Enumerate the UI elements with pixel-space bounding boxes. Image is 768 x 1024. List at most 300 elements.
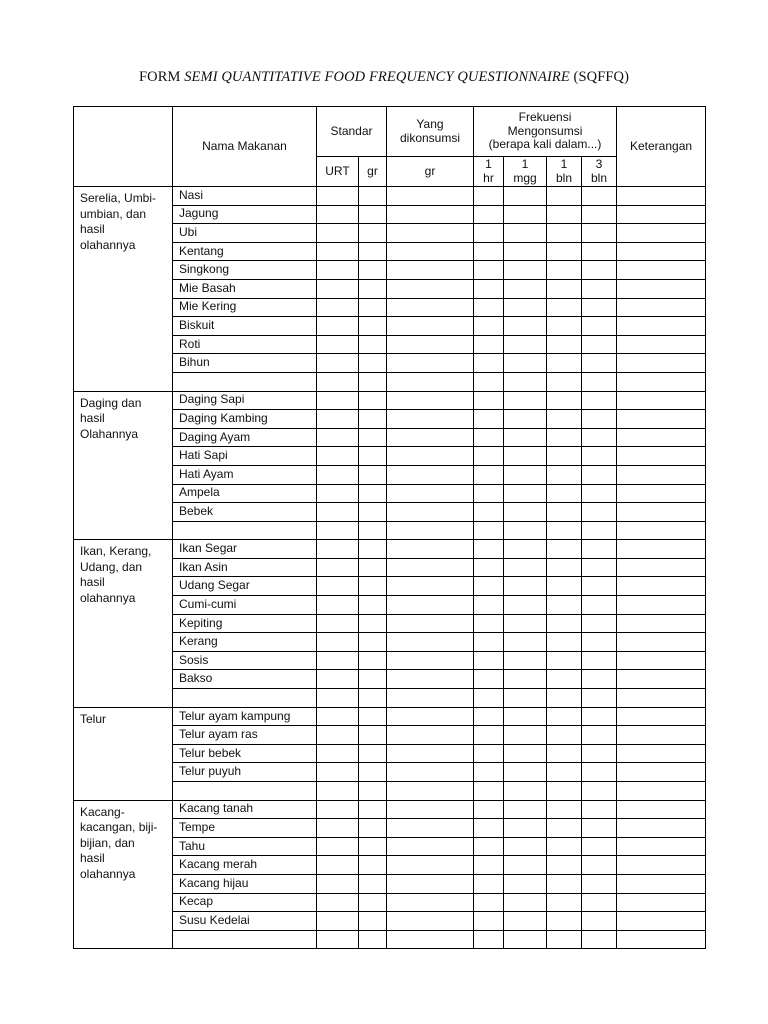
entry-cell[interactable] — [474, 800, 504, 819]
entry-cell[interactable] — [359, 614, 387, 633]
entry-cell[interactable] — [582, 726, 617, 745]
entry-cell[interactable] — [617, 651, 706, 670]
entry-cell[interactable] — [474, 856, 504, 875]
entry-cell[interactable] — [359, 856, 387, 875]
entry-cell[interactable] — [582, 633, 617, 652]
entry-cell[interactable] — [317, 540, 359, 559]
entry-cell[interactable] — [504, 782, 547, 801]
entry-cell[interactable] — [317, 224, 359, 243]
entry-cell[interactable] — [547, 744, 582, 763]
entry-cell[interactable] — [547, 242, 582, 261]
entry-cell[interactable] — [504, 503, 547, 522]
entry-cell[interactable] — [317, 689, 359, 708]
entry-cell[interactable] — [317, 763, 359, 782]
entry-cell[interactable] — [474, 335, 504, 354]
entry-cell[interactable] — [504, 596, 547, 615]
entry-cell[interactable] — [317, 744, 359, 763]
entry-cell[interactable] — [582, 261, 617, 280]
entry-cell[interactable] — [617, 372, 706, 391]
entry-cell[interactable] — [317, 856, 359, 875]
entry-cell[interactable] — [504, 763, 547, 782]
entry-cell[interactable] — [359, 391, 387, 410]
entry-cell[interactable] — [317, 503, 359, 522]
entry-cell[interactable] — [617, 354, 706, 373]
entry-cell[interactable] — [582, 391, 617, 410]
entry-cell[interactable] — [359, 744, 387, 763]
entry-cell[interactable] — [387, 596, 474, 615]
entry-cell[interactable] — [387, 837, 474, 856]
entry-cell[interactable] — [617, 410, 706, 429]
entry-cell[interactable] — [582, 763, 617, 782]
entry-cell[interactable] — [504, 187, 547, 206]
entry-cell[interactable] — [359, 577, 387, 596]
entry-cell[interactable] — [617, 707, 706, 726]
entry-cell[interactable] — [547, 391, 582, 410]
entry-cell[interactable] — [504, 670, 547, 689]
entry-cell[interactable] — [504, 335, 547, 354]
entry-cell[interactable] — [504, 298, 547, 317]
entry-cell[interactable] — [547, 484, 582, 503]
entry-cell[interactable] — [387, 874, 474, 893]
entry-cell[interactable] — [582, 707, 617, 726]
entry-cell[interactable] — [474, 837, 504, 856]
entry-cell[interactable] — [582, 651, 617, 670]
entry-cell[interactable] — [582, 428, 617, 447]
entry-cell[interactable] — [359, 503, 387, 522]
entry-cell[interactable] — [617, 503, 706, 522]
entry-cell[interactable] — [547, 317, 582, 336]
entry-cell[interactable] — [504, 651, 547, 670]
entry-cell[interactable] — [474, 726, 504, 745]
entry-cell[interactable] — [474, 819, 504, 838]
entry-cell[interactable] — [547, 205, 582, 224]
entry-cell[interactable] — [617, 800, 706, 819]
entry-cell[interactable] — [547, 800, 582, 819]
entry-cell[interactable] — [504, 614, 547, 633]
entry-cell[interactable] — [547, 856, 582, 875]
entry-cell[interactable] — [387, 447, 474, 466]
entry-cell[interactable] — [317, 912, 359, 931]
entry-cell[interactable] — [359, 782, 387, 801]
entry-cell[interactable] — [359, 317, 387, 336]
entry-cell[interactable] — [474, 521, 504, 540]
entry-cell[interactable] — [582, 800, 617, 819]
entry-cell[interactable] — [617, 726, 706, 745]
entry-cell[interactable] — [474, 484, 504, 503]
entry-cell[interactable] — [504, 224, 547, 243]
entry-cell[interactable] — [582, 782, 617, 801]
entry-cell[interactable] — [504, 391, 547, 410]
entry-cell[interactable] — [317, 372, 359, 391]
entry-cell[interactable] — [582, 689, 617, 708]
entry-cell[interactable] — [617, 874, 706, 893]
entry-cell[interactable] — [359, 187, 387, 206]
entry-cell[interactable] — [582, 484, 617, 503]
entry-cell[interactable] — [617, 224, 706, 243]
entry-cell[interactable] — [317, 596, 359, 615]
entry-cell[interactable] — [387, 726, 474, 745]
entry-cell[interactable] — [474, 279, 504, 298]
entry-cell[interactable] — [582, 224, 617, 243]
entry-cell[interactable] — [359, 912, 387, 931]
entry-cell[interactable] — [504, 819, 547, 838]
entry-cell[interactable] — [359, 763, 387, 782]
entry-cell[interactable] — [504, 317, 547, 336]
entry-cell[interactable] — [387, 279, 474, 298]
entry-cell[interactable] — [474, 410, 504, 429]
entry-cell[interactable] — [359, 893, 387, 912]
entry-cell[interactable] — [474, 354, 504, 373]
entry-cell[interactable] — [582, 930, 617, 949]
entry-cell[interactable] — [547, 633, 582, 652]
entry-cell[interactable] — [317, 930, 359, 949]
entry-cell[interactable] — [504, 372, 547, 391]
entry-cell[interactable] — [547, 335, 582, 354]
entry-cell[interactable] — [504, 354, 547, 373]
entry-cell[interactable] — [617, 242, 706, 261]
entry-cell[interactable] — [504, 558, 547, 577]
entry-cell[interactable] — [547, 763, 582, 782]
entry-cell[interactable] — [387, 782, 474, 801]
entry-cell[interactable] — [317, 317, 359, 336]
entry-cell[interactable] — [474, 744, 504, 763]
entry-cell[interactable] — [359, 335, 387, 354]
entry-cell[interactable] — [617, 763, 706, 782]
entry-cell[interactable] — [317, 428, 359, 447]
entry-cell[interactable] — [547, 893, 582, 912]
entry-cell[interactable] — [547, 912, 582, 931]
entry-cell[interactable] — [387, 558, 474, 577]
entry-cell[interactable] — [317, 261, 359, 280]
entry-cell[interactable] — [504, 744, 547, 763]
entry-cell[interactable] — [547, 819, 582, 838]
entry-cell[interactable] — [359, 410, 387, 429]
entry-cell[interactable] — [504, 577, 547, 596]
entry-cell[interactable] — [359, 596, 387, 615]
entry-cell[interactable] — [547, 726, 582, 745]
entry-cell[interactable] — [474, 317, 504, 336]
entry-cell[interactable] — [474, 614, 504, 633]
entry-cell[interactable] — [504, 856, 547, 875]
entry-cell[interactable] — [582, 744, 617, 763]
entry-cell[interactable] — [547, 447, 582, 466]
entry-cell[interactable] — [617, 856, 706, 875]
entry-cell[interactable] — [359, 800, 387, 819]
entry-cell[interactable] — [387, 912, 474, 931]
entry-cell[interactable] — [504, 521, 547, 540]
entry-cell[interactable] — [387, 670, 474, 689]
entry-cell[interactable] — [474, 187, 504, 206]
entry-cell[interactable] — [317, 354, 359, 373]
entry-cell[interactable] — [617, 577, 706, 596]
entry-cell[interactable] — [359, 521, 387, 540]
entry-cell[interactable] — [359, 837, 387, 856]
entry-cell[interactable] — [359, 633, 387, 652]
entry-cell[interactable] — [317, 205, 359, 224]
entry-cell[interactable] — [359, 651, 387, 670]
entry-cell[interactable] — [359, 670, 387, 689]
entry-cell[interactable] — [617, 391, 706, 410]
entry-cell[interactable] — [582, 874, 617, 893]
entry-cell[interactable] — [359, 707, 387, 726]
entry-cell[interactable] — [582, 187, 617, 206]
entry-cell[interactable] — [317, 447, 359, 466]
entry-cell[interactable] — [387, 819, 474, 838]
entry-cell[interactable] — [547, 837, 582, 856]
entry-cell[interactable] — [317, 782, 359, 801]
entry-cell[interactable] — [504, 689, 547, 708]
entry-cell[interactable] — [582, 819, 617, 838]
entry-cell[interactable] — [547, 410, 582, 429]
entry-cell[interactable] — [359, 930, 387, 949]
entry-cell[interactable] — [317, 577, 359, 596]
entry-cell[interactable] — [547, 614, 582, 633]
entry-cell[interactable] — [474, 503, 504, 522]
entry-cell[interactable] — [317, 187, 359, 206]
entry-cell[interactable] — [582, 893, 617, 912]
entry-cell[interactable] — [474, 930, 504, 949]
entry-cell[interactable] — [387, 372, 474, 391]
entry-cell[interactable] — [317, 279, 359, 298]
entry-cell[interactable] — [547, 503, 582, 522]
entry-cell[interactable] — [504, 633, 547, 652]
entry-cell[interactable] — [474, 558, 504, 577]
entry-cell[interactable] — [387, 893, 474, 912]
entry-cell[interactable] — [547, 372, 582, 391]
entry-cell[interactable] — [474, 782, 504, 801]
entry-cell[interactable] — [359, 242, 387, 261]
entry-cell[interactable] — [359, 689, 387, 708]
entry-cell[interactable] — [317, 874, 359, 893]
entry-cell[interactable] — [387, 651, 474, 670]
entry-cell[interactable] — [617, 596, 706, 615]
entry-cell[interactable] — [504, 930, 547, 949]
entry-cell[interactable] — [474, 298, 504, 317]
entry-cell[interactable] — [359, 874, 387, 893]
entry-cell[interactable] — [504, 447, 547, 466]
entry-cell[interactable] — [582, 670, 617, 689]
entry-cell[interactable] — [617, 335, 706, 354]
entry-cell[interactable] — [504, 540, 547, 559]
entry-cell[interactable] — [617, 670, 706, 689]
entry-cell[interactable] — [317, 707, 359, 726]
entry-cell[interactable] — [547, 540, 582, 559]
entry-cell[interactable] — [504, 893, 547, 912]
entry-cell[interactable] — [474, 689, 504, 708]
entry-cell[interactable] — [617, 298, 706, 317]
entry-cell[interactable] — [359, 428, 387, 447]
entry-cell[interactable] — [582, 298, 617, 317]
entry-cell[interactable] — [617, 893, 706, 912]
entry-cell[interactable] — [617, 187, 706, 206]
entry-cell[interactable] — [387, 410, 474, 429]
entry-cell[interactable] — [359, 447, 387, 466]
entry-cell[interactable] — [387, 205, 474, 224]
entry-cell[interactable] — [387, 484, 474, 503]
entry-cell[interactable] — [617, 465, 706, 484]
entry-cell[interactable] — [582, 540, 617, 559]
entry-cell[interactable] — [317, 391, 359, 410]
entry-cell[interactable] — [617, 558, 706, 577]
entry-cell[interactable] — [547, 558, 582, 577]
entry-cell[interactable] — [387, 428, 474, 447]
entry-cell[interactable] — [359, 726, 387, 745]
entry-cell[interactable] — [547, 577, 582, 596]
entry-cell[interactable] — [582, 856, 617, 875]
entry-cell[interactable] — [359, 298, 387, 317]
entry-cell[interactable] — [317, 893, 359, 912]
entry-cell[interactable] — [617, 912, 706, 931]
entry-cell[interactable] — [474, 707, 504, 726]
entry-cell[interactable] — [582, 837, 617, 856]
entry-cell[interactable] — [359, 354, 387, 373]
entry-cell[interactable] — [359, 372, 387, 391]
entry-cell[interactable] — [547, 465, 582, 484]
entry-cell[interactable] — [359, 224, 387, 243]
entry-cell[interactable] — [359, 465, 387, 484]
entry-cell[interactable] — [504, 205, 547, 224]
entry-cell[interactable] — [617, 279, 706, 298]
entry-cell[interactable] — [547, 670, 582, 689]
entry-cell[interactable] — [387, 317, 474, 336]
entry-cell[interactable] — [504, 912, 547, 931]
entry-cell[interactable] — [547, 707, 582, 726]
entry-cell[interactable] — [547, 428, 582, 447]
entry-cell[interactable] — [582, 205, 617, 224]
entry-cell[interactable] — [582, 558, 617, 577]
entry-cell[interactable] — [617, 689, 706, 708]
entry-cell[interactable] — [617, 521, 706, 540]
entry-cell[interactable] — [617, 205, 706, 224]
entry-cell[interactable] — [387, 298, 474, 317]
entry-cell[interactable] — [387, 187, 474, 206]
entry-cell[interactable] — [387, 800, 474, 819]
entry-cell[interactable] — [547, 279, 582, 298]
entry-cell[interactable] — [504, 410, 547, 429]
entry-cell[interactable] — [617, 484, 706, 503]
entry-cell[interactable] — [504, 484, 547, 503]
entry-cell[interactable] — [387, 707, 474, 726]
entry-cell[interactable] — [317, 651, 359, 670]
entry-cell[interactable] — [387, 689, 474, 708]
entry-cell[interactable] — [547, 187, 582, 206]
entry-cell[interactable] — [617, 930, 706, 949]
entry-cell[interactable] — [582, 503, 617, 522]
entry-cell[interactable] — [387, 335, 474, 354]
entry-cell[interactable] — [582, 447, 617, 466]
entry-cell[interactable] — [582, 410, 617, 429]
entry-cell[interactable] — [504, 874, 547, 893]
entry-cell[interactable] — [582, 279, 617, 298]
entry-cell[interactable] — [359, 540, 387, 559]
entry-cell[interactable] — [474, 428, 504, 447]
entry-cell[interactable] — [474, 465, 504, 484]
entry-cell[interactable] — [582, 912, 617, 931]
entry-cell[interactable] — [582, 521, 617, 540]
entry-cell[interactable] — [504, 465, 547, 484]
entry-cell[interactable] — [582, 465, 617, 484]
entry-cell[interactable] — [547, 874, 582, 893]
entry-cell[interactable] — [582, 372, 617, 391]
entry-cell[interactable] — [617, 540, 706, 559]
entry-cell[interactable] — [317, 819, 359, 838]
entry-cell[interactable] — [617, 447, 706, 466]
entry-cell[interactable] — [317, 335, 359, 354]
entry-cell[interactable] — [317, 484, 359, 503]
entry-cell[interactable] — [474, 577, 504, 596]
entry-cell[interactable] — [474, 874, 504, 893]
entry-cell[interactable] — [317, 521, 359, 540]
entry-cell[interactable] — [387, 930, 474, 949]
entry-cell[interactable] — [387, 540, 474, 559]
entry-cell[interactable] — [547, 782, 582, 801]
entry-cell[interactable] — [474, 447, 504, 466]
entry-cell[interactable] — [387, 391, 474, 410]
entry-cell[interactable] — [474, 372, 504, 391]
entry-cell[interactable] — [617, 614, 706, 633]
entry-cell[interactable] — [474, 205, 504, 224]
entry-cell[interactable] — [359, 819, 387, 838]
entry-cell[interactable] — [547, 689, 582, 708]
entry-cell[interactable] — [582, 596, 617, 615]
entry-cell[interactable] — [474, 893, 504, 912]
entry-cell[interactable] — [617, 744, 706, 763]
entry-cell[interactable] — [317, 726, 359, 745]
entry-cell[interactable] — [317, 465, 359, 484]
entry-cell[interactable] — [387, 744, 474, 763]
entry-cell[interactable] — [504, 428, 547, 447]
entry-cell[interactable] — [504, 707, 547, 726]
entry-cell[interactable] — [547, 298, 582, 317]
entry-cell[interactable] — [617, 428, 706, 447]
entry-cell[interactable] — [387, 503, 474, 522]
entry-cell[interactable] — [617, 782, 706, 801]
entry-cell[interactable] — [504, 242, 547, 261]
entry-cell[interactable] — [317, 837, 359, 856]
entry-cell[interactable] — [317, 410, 359, 429]
entry-cell[interactable] — [387, 577, 474, 596]
entry-cell[interactable] — [617, 261, 706, 280]
entry-cell[interactable] — [504, 279, 547, 298]
entry-cell[interactable] — [582, 335, 617, 354]
entry-cell[interactable] — [474, 633, 504, 652]
entry-cell[interactable] — [317, 800, 359, 819]
entry-cell[interactable] — [387, 242, 474, 261]
entry-cell[interactable] — [582, 354, 617, 373]
entry-cell[interactable] — [387, 354, 474, 373]
entry-cell[interactable] — [474, 763, 504, 782]
entry-cell[interactable] — [547, 224, 582, 243]
entry-cell[interactable] — [317, 614, 359, 633]
entry-cell[interactable] — [474, 596, 504, 615]
entry-cell[interactable] — [474, 651, 504, 670]
entry-cell[interactable] — [582, 317, 617, 336]
entry-cell[interactable] — [617, 819, 706, 838]
entry-cell[interactable] — [617, 837, 706, 856]
entry-cell[interactable] — [387, 261, 474, 280]
entry-cell[interactable] — [387, 465, 474, 484]
entry-cell[interactable] — [582, 614, 617, 633]
entry-cell[interactable] — [387, 521, 474, 540]
entry-cell[interactable] — [359, 558, 387, 577]
entry-cell[interactable] — [317, 242, 359, 261]
entry-cell[interactable] — [317, 633, 359, 652]
entry-cell[interactable] — [474, 391, 504, 410]
entry-cell[interactable] — [547, 651, 582, 670]
entry-cell[interactable] — [317, 670, 359, 689]
entry-cell[interactable] — [582, 577, 617, 596]
entry-cell[interactable] — [387, 763, 474, 782]
